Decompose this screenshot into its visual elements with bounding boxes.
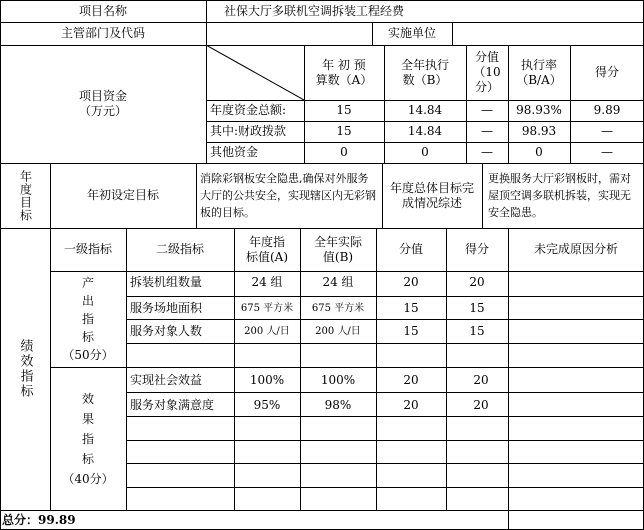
grid-line — [0, 228, 644, 229]
output-row-people-score: 15 — [403, 323, 419, 338]
output-row-units-score: 20 — [403, 274, 419, 289]
fund-row-fiscal-score: — — [481, 124, 493, 138]
effect-row-satisfaction-points: 20 — [473, 397, 489, 412]
fund-row-fiscal-rate: 98.93 — [521, 124, 557, 138]
grid-line — [126, 319, 644, 320]
effect-indicator-label: 效 果 指 标 （40分） — [62, 391, 114, 486]
fund-row-total-score: — — [481, 103, 493, 117]
output-row-units-target: 24 组 — [251, 274, 283, 289]
grid-line — [196, 163, 197, 228]
header-diagonal — [206, 45, 304, 100]
grid-line — [508, 45, 509, 163]
funds-label: 项目资金 （万元） — [78, 89, 127, 118]
perf-header-actual: 全年实际 值(B) — [313, 234, 362, 264]
total-score: 总分：99.89 — [2, 512, 76, 527]
goals-side-label — [0, 163, 50, 228]
performance-side-label — [0, 228, 50, 510]
dept-value — [206, 22, 372, 45]
perf-header-points: 得分 — [464, 242, 489, 256]
fund-row-other-points: — — [601, 145, 613, 159]
grid-line — [206, 121, 644, 122]
fund-row-other-annual: 0 — [421, 145, 429, 159]
output-row-area-actual: 675 平方米 — [311, 302, 365, 314]
goals-initial-text: 消除彩钢板安全隐患,确保对外服务大厅的公共安全，实现辖区内无彩钢板的目标。 — [200, 172, 376, 219]
effect-row-satisfaction-score: 20 — [403, 397, 419, 412]
grid-line — [304, 45, 305, 163]
grid-line — [50, 163, 51, 510]
project-name-label: 项目名称 — [78, 3, 127, 18]
effect-row-benefit-target: 100% — [249, 372, 285, 387]
fund-row-total-rate: 98.93% — [516, 103, 562, 117]
grid-line — [126, 463, 644, 464]
fund-row-other-rate: 0 — [535, 145, 543, 159]
fund-row-fiscal-annual: 14.84 — [407, 124, 443, 138]
perf-header-level1: 一级指标 — [63, 242, 112, 256]
effect-row-satisfaction-target: 95% — [253, 397, 281, 412]
fund-row-other-initial: 0 — [340, 145, 348, 159]
output-row-units-actual: 24 组 — [322, 274, 354, 289]
fund-row-other-label: 其他资金 — [210, 145, 259, 159]
grid-line — [206, 142, 644, 143]
grid-line — [0, 0, 1, 530]
perf-header-level2: 二级指标 — [155, 242, 204, 256]
output-row-people-points: 15 — [469, 323, 485, 338]
grid-line — [126, 392, 644, 393]
grid-line — [570, 45, 571, 163]
effect-row-benefit-points: 20 — [473, 372, 489, 387]
grid-line — [126, 296, 644, 297]
performance-side-text: 绩效指标 — [17, 339, 33, 399]
grid-line — [206, 100, 644, 101]
goals-side-text: 年度目标 — [18, 169, 33, 222]
col-points: 得分 — [594, 65, 619, 79]
output-row-area-score: 15 — [403, 300, 419, 315]
goals-initial-label: 年初设定目标 — [86, 188, 159, 202]
fund-row-fiscal-initial: 15 — [336, 124, 352, 138]
fund-row-total-points: 9.89 — [593, 103, 621, 117]
effect-row-satisfaction-actual: 98% — [324, 397, 352, 412]
project-name-value: 社保大厅多联机空调拆装工程经费 — [224, 3, 405, 18]
fund-row-total-initial: 15 — [336, 103, 352, 117]
output-row-area-name: 服务场地面积 — [130, 300, 203, 315]
grid-line — [50, 271, 644, 272]
grid-line — [206, 0, 207, 163]
grid-line — [126, 440, 644, 441]
fund-row-other-score: — — [481, 145, 493, 159]
grid-line — [482, 163, 483, 228]
fund-row-total-annual: 14.84 — [407, 103, 443, 117]
fund-row-fiscal-points: — — [601, 124, 613, 138]
grid-line — [0, 0, 644, 1]
effect-row-benefit-actual: 100% — [320, 372, 356, 387]
impl-unit-value — [452, 22, 644, 45]
col-initial-budget: 年 初 预 算数（A） — [315, 57, 373, 87]
effect-row-benefit-score: 20 — [403, 372, 419, 387]
output-row-area-target: 675 平方米 — [240, 302, 294, 314]
grid-line — [372, 22, 373, 45]
output-row-area-points: 15 — [469, 300, 485, 315]
grid-line — [384, 45, 385, 163]
col-annual-execution: 全年执行 数（B） — [400, 57, 449, 87]
grid-line — [50, 367, 644, 368]
grid-line — [0, 163, 644, 164]
perf-header-score: 分值 — [398, 242, 423, 256]
impl-unit-label: 实施单位 — [387, 26, 436, 40]
grid-line — [126, 487, 644, 488]
effect-row-benefit-name: 实现社会效益 — [130, 372, 203, 387]
output-row-people-name: 服务对象人数 — [130, 323, 203, 338]
grid-line — [0, 22, 644, 23]
grid-line — [452, 22, 453, 45]
col-execution-rate: 执行率 （B/A） — [516, 57, 562, 87]
dept-label: 主管部门及代码 — [60, 26, 145, 40]
goals-summary-text: 更换服务大厅彩钢板时，需对屋顶空调多联机拆装，实现无安全隐患。 — [488, 172, 631, 219]
col-score: 分值 （10 分） — [473, 50, 501, 94]
output-row-people-target: 200 人/日 — [244, 325, 290, 337]
goals-summary-label: 年度总体目标完成情况综述 — [389, 180, 474, 210]
grid-line — [466, 45, 467, 163]
grid-line — [382, 163, 383, 228]
perf-header-target: 年度指 标值(A) — [245, 234, 289, 264]
effect-row-satisfaction-name: 服务对象满意度 — [130, 397, 215, 412]
grid-line — [0, 510, 644, 511]
grid-line — [0, 45, 644, 46]
fund-row-fiscal-label: 其中:财政拨款 — [210, 124, 287, 138]
output-indicator-label: 产 出 指 标 （50分） — [62, 276, 114, 362]
grid-line — [508, 228, 509, 530]
grid-line — [126, 416, 644, 417]
perf-header-reason: 未完成原因分析 — [533, 242, 618, 256]
output-row-units-points: 20 — [469, 274, 485, 289]
output-row-units-name: 拆装机组数量 — [130, 274, 203, 289]
grid-line — [126, 343, 644, 344]
output-row-people-actual: 200 人/日 — [315, 325, 361, 337]
fund-row-total-label: 年度资金总额: — [210, 103, 287, 117]
